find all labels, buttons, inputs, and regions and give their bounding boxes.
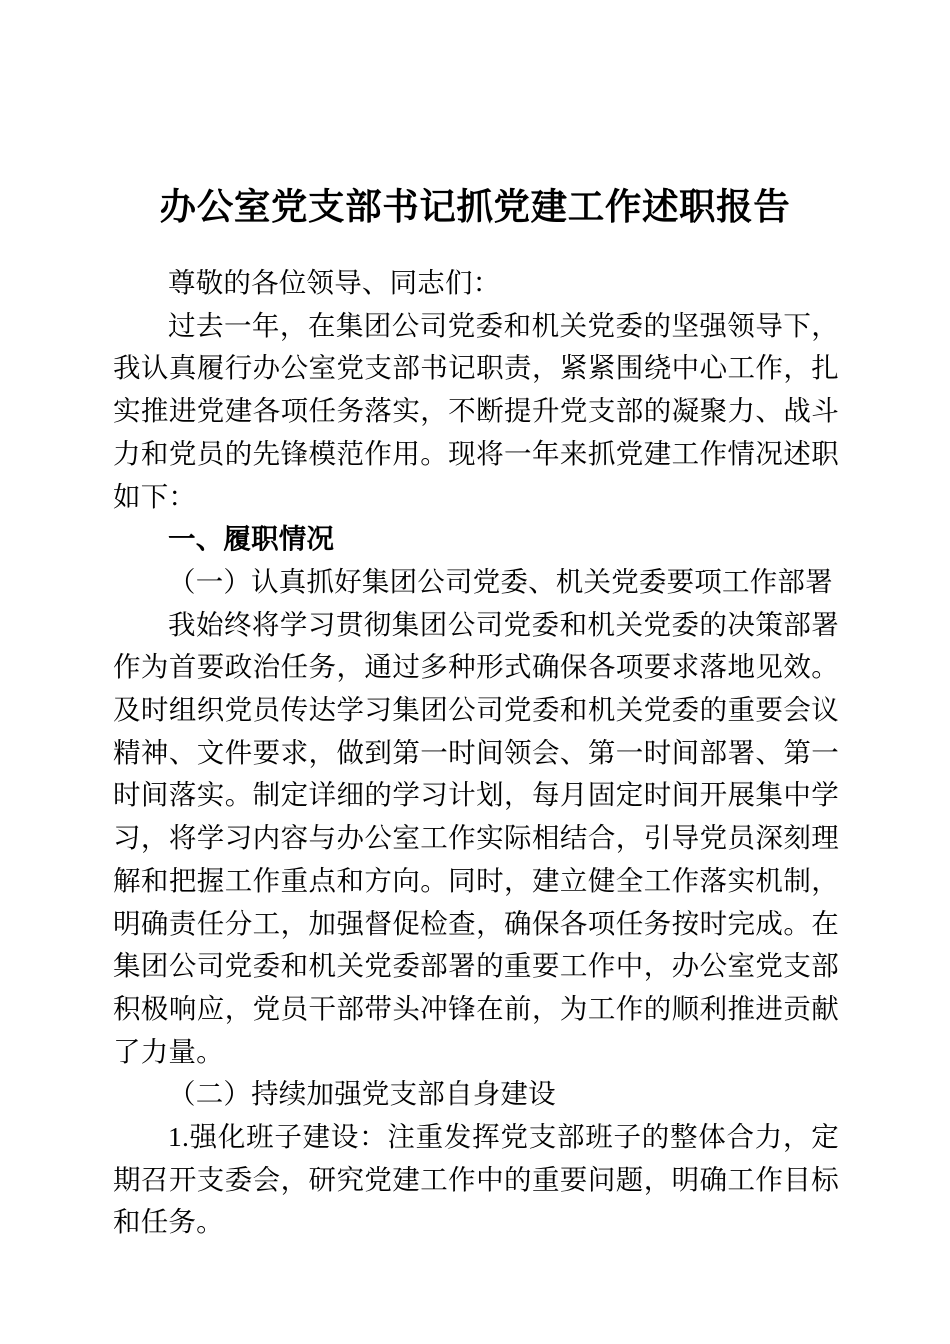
document-body [113,262,839,1244]
paragraph-opening: 过去一年，在集团公司党委和机关党委的坚强领导下，我认真履行办公室党支部书记职责，紧紧围绕中心工作，扎实推进党建各项任务落实，不断提升党支部的凝聚力、战斗力和党员的先锋模范作用。现将一年来抓党建工作情况述职如下： [113,309,839,512]
subsection-heading-1-2: （二）持续加强党支部自身建设 [168,1078,556,1110]
section-heading-1: 一、履职情况 [168,523,335,555]
subsection-heading-1-1: （一）认真抓好集团公司党委、机关党委要项工作部署 [168,565,833,597]
paragraph-salutation: 尊敬的各位领导、同志们： [168,267,501,298]
page-title: 办公室党支部书记抓党建工作述职报告 [159,186,791,228]
paragraph-section-1-2-item-1: 1.强化班子建设：注重发挥党支部班子的整体合力，定期召开支委会，研究党建工作中的重要问题，明确工作目标和任务。 [113,1121,839,1238]
paragraph-section-1-1-body: 我始终将学习贯彻集团公司党委和机关党委的决策部署作为首要政治任务，通过多种形式确保各项要求落地见效。及时组织党员传达学习集团公司党委和机关党委的重要会议精神、文件要求，做到第一时间领会、第一时间部署、第一时间落实。制定详细的学习计划，每月固定时间开展集中学习，将学习内容与办公室工作实际相结合，引导党员深刻理解和把握工作重点和方向。同时，建立健全工作落实机制，明确责任分工，加强督促检查，确保各项任务按时完成。在集团公司党委和机关党委部署的重要工作中，办公室党支部积极响应，党员干部带头冲锋在前，为工作的顺利推进贡献了力量。 [113,608,839,1067]
